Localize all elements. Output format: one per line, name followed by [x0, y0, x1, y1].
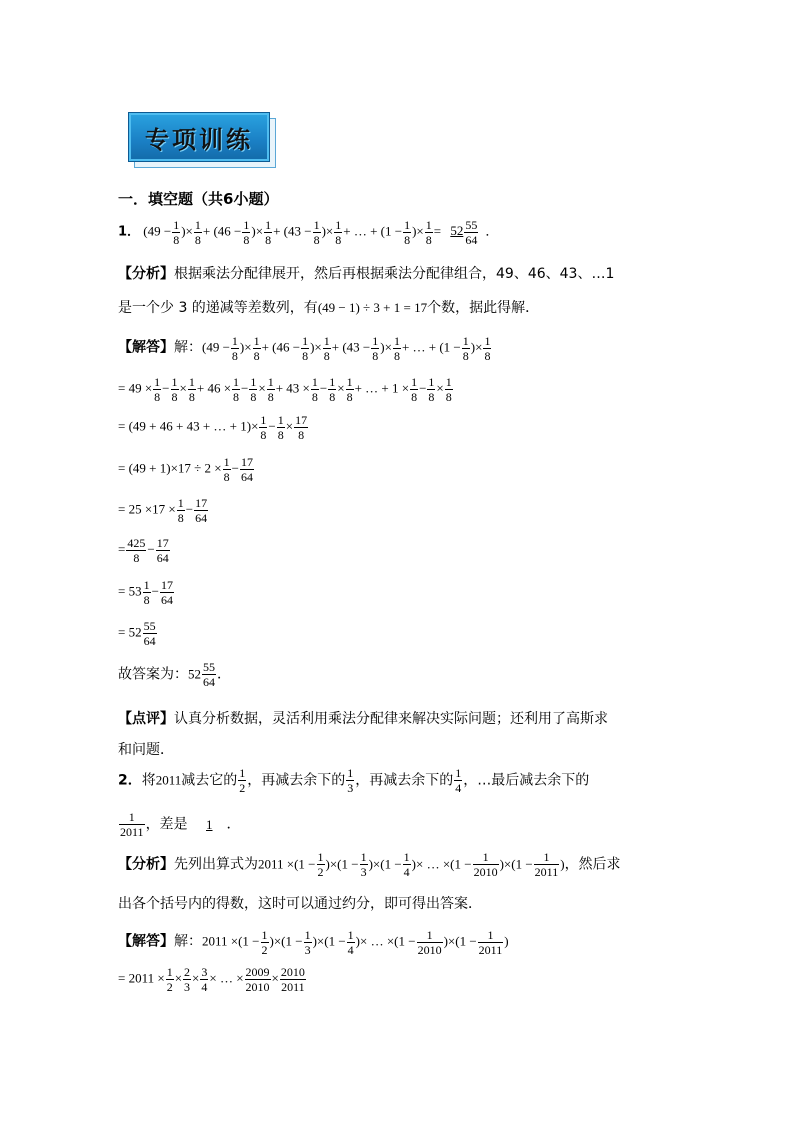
q1-step-3: = (49 + 1)×17 ÷ 2 × $\frac{1}{8}$ − $\frac{17}{64}$	[118, 455, 253, 484]
q2-problem-line2: $\frac{1}{2011}$ ，差是 1 ．	[120, 810, 241, 839]
q2-text-d: ，再减去余下的	[355, 772, 454, 789]
q2-analysis-text-a: 先列出算式为	[174, 856, 258, 873]
q2-solution-tag: 【解答】	[118, 933, 174, 950]
q1-analysis-tag: 【分析】	[118, 266, 174, 282]
q1-solution-line1: 【解答】解：(49 − $\frac{1}{8}$ )× $\frac{1}{8}$ + (46 − $\frac{1}{8}$ )× $\frac{1}{8}$ + (43 − $\frac{1}{8}$ )× $\frac{1}{8}$ + … + (1 − $\frac{1}{8}$ )× $\frac{1}{8}$	[118, 334, 491, 363]
q2-number: 2．	[118, 772, 142, 789]
q1-analysis-line1	[118, 263, 614, 283]
q1-number: 1．	[118, 224, 141, 240]
q2-text-a: 将	[141, 772, 156, 789]
q2-solution-line1: 【解答】解：2011 ×(1 − $\frac{1}{2}$ )×(1 − $\frac{1}{3}$ )×(1 − $\frac{1}{4}$ )× … ×(1 − $\frac{1}{2010}$ )×(1 − $\frac{1}{2011}$ )	[118, 928, 509, 957]
section-title: 一．填空题（共6小题）	[118, 190, 279, 208]
q2-step-1: = 2011 × $\frac{1}{2}$ × $\frac{2}{3}$ × $\frac{3}{4}$ × … × $\frac{2009}{2010}$ × $\frac{2010}{2011}$	[118, 965, 305, 994]
q1-answer-whole: 52	[450, 223, 464, 239]
q2-year: 2011	[155, 772, 182, 788]
q1-review-line1	[118, 708, 608, 728]
q2-text-c: ，再减去余下的	[247, 772, 346, 789]
q1-review-text1: 认真分析数据，灵活利用乘法分配律来解决实际问题；还利用了高斯求	[174, 711, 608, 727]
q1-final-whole: 52	[188, 666, 201, 682]
q1-answer-blank	[444, 218, 485, 247]
q2-text-f: ，差是	[145, 816, 188, 833]
q2-analysis-line2: 出各个括号内的得数，这时可以通过约分，即可得出答案．	[118, 896, 482, 912]
q2-text-e: ，…最后减去余下的	[463, 772, 590, 789]
q1-review-line2: 和问题．	[118, 742, 174, 758]
q1-analysis-text2b: 个数，据此得解．	[427, 300, 540, 316]
q1-step-1: = 49 × $\frac{1}{8}$ − $\frac{1}{8}$ × $\frac{1}{8}$ + 46 × $\frac{1}{8}$ − $\frac{1}{8}$ × $\frac{1}{8}$ + 43 × $\frac{1}{8}$ − $\frac{1}{8}$ × $\frac{1}{8}$ + … + 1 × $\frac{1}{8}$ − $\frac{1}{8}$ × $\frac{1}{8}$	[118, 375, 452, 404]
q1-review-tag: 【点评】	[118, 711, 174, 727]
q1-analysis-math: (49 − 1) ÷ 3 + 1 = 17	[317, 300, 428, 315]
q1-step-2: = (49 + 46 + 43 + … + 1)× $\frac{1}{8}$ − $\frac{1}{8}$ × $\frac{17}{8}$	[118, 413, 308, 442]
q2-text-b: 减去它的	[181, 772, 238, 789]
section-banner	[128, 112, 278, 170]
q1-analysis-text1: 根据乘法分配律展开，然后再根据乘法分配律组合，49、46、43、…1	[174, 266, 615, 282]
q1-step-5: = $\frac{425}{8}$ − $\frac{17}{64}$	[118, 536, 169, 565]
q2-analysis-text-b: ，然后求	[564, 856, 621, 873]
q1-final-prefix: 故答案为：	[118, 666, 188, 683]
q1-answer-num: 55	[465, 218, 478, 232]
q1-final-num: 55	[203, 660, 215, 674]
q2-problem-line1: 2．将2011减去它的 $\frac{1}{2}$ ，再减去余下的 $\frac{1}{3}$ ，再减去余下的 $\frac{1}{4}$ ，…最后减去余下的	[118, 766, 590, 795]
q1-problem: 1． (49 − $\frac{1}{8}$ )× $\frac{1}{8}$ + (46 − $\frac{1}{8}$ )× $\frac{1}{8}$ + (43 − $\frac{1}{8}$ )× $\frac{1}{8}$ + … + (1 − $\frac{1}{8}$ )× $\frac{1}{8}$ = 52 $\frac{55}{64}$ ．	[118, 218, 499, 247]
q1-final-answer: 故答案为：52 $\frac{55}{64}$ ．	[118, 660, 231, 689]
q1-solution-tag: 【解答】	[118, 339, 174, 356]
q1-answer-den: 64	[465, 233, 478, 247]
q1-step-7: = 52 $\frac{55}{64}$	[118, 619, 156, 648]
banner-title: 专项训练	[145, 125, 253, 154]
q1-analysis-line2	[118, 297, 539, 317]
q1-solution-prefix: 解：	[174, 339, 202, 356]
q1-step-4: = 25 ×17 × $\frac{1}{8}$ − $\frac{17}{64}$	[118, 496, 208, 525]
q2-analysis-tag: 【分析】	[118, 856, 174, 873]
q1-final-den: 64	[203, 675, 215, 689]
q2-analysis-line1: 【分析】先列出算式为2011 ×(1 − $\frac{1}{2}$ )×(1 − $\frac{1}{3}$ )×(1 − $\frac{1}{4}$ )× … ×(1 − $\frac{1}{2010}$ )×(1 − $\frac{1}{2011}$ )，然后求	[118, 850, 621, 879]
q2-solution-prefix: 解：	[174, 933, 202, 950]
q1-step-6: = 53 $\frac{1}{8}$ − $\frac{17}{64}$	[118, 578, 173, 607]
q2-answer-blank: 1	[206, 816, 213, 832]
q1-analysis-text2a: 是一个少 3 的递减等差数列，有	[118, 300, 318, 316]
banner-box	[128, 112, 270, 162]
